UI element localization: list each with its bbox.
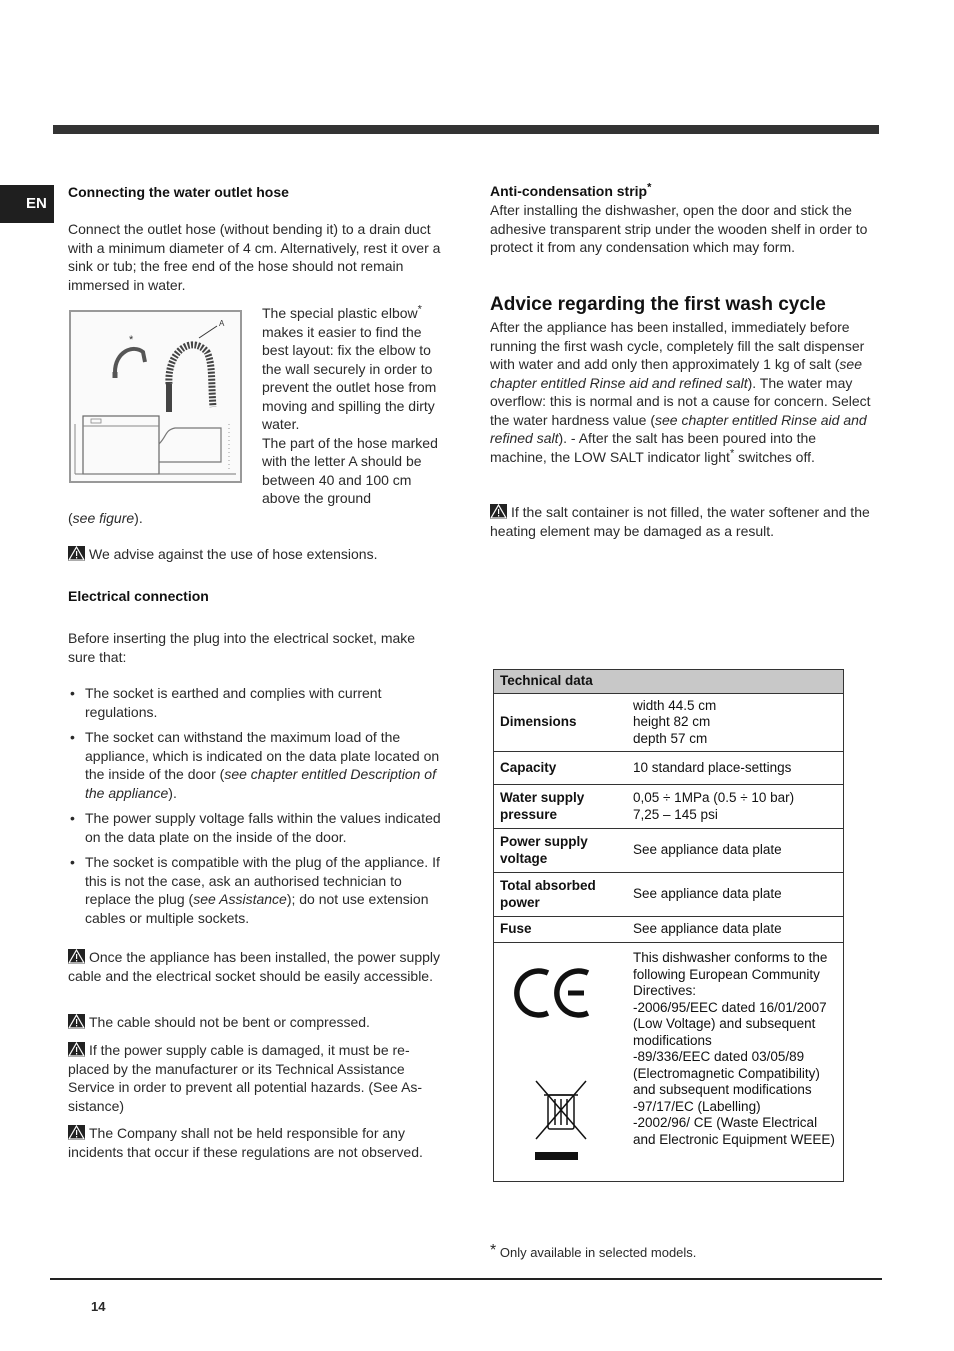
hose-figure-drawing [71, 312, 240, 481]
elbow-text-1: The special plastic elbow [262, 305, 418, 321]
warning-icon [68, 949, 85, 964]
header-bar [53, 125, 879, 134]
list-item: • The socket is compatible with the plug of the appliance. If this is not the case, ask an authorised technician to replace the plug (see Assistance); do not use extension cables or multiple sockets. [68, 853, 446, 927]
language-tab: EN [0, 185, 54, 223]
figure-label-a: A [219, 319, 225, 328]
warning-cable-damaged [68, 1041, 444, 1115]
table-row: Dimensions width 44.5 cm height 82 cm depth 57 cm [494, 693, 843, 752]
ce-mark-icon [517, 971, 588, 1015]
weee-bin-icon [535, 1081, 586, 1160]
warning-icon [68, 1014, 85, 1029]
compliance-marks [494, 943, 627, 1182]
compliance-text: This dishwasher conforms to the following European Community Directives: -2006/95/EEC dated 16/01/2007 (Low Voltage) and subsequent modifications -89/336/EEC dated 03/05/89 (Electromagnetic Compatibility) and subsequent modifications -97/17/EC (Labelling) -2002/96/ CE (Waste Electrical and Electronic Equipment WEEE) [627, 943, 843, 1182]
outlet-hose-intro: Connect the outlet hose (without bending it) to a drain duct with a minimum diameter of 4 cm. Alternatively, rest it over a sink or tub; the free end of the hose should not remain immersed in water. [68, 221, 441, 293]
hose-installation-figure [69, 310, 242, 483]
list-item: • The socket can withstand the maximum load of the appliance, which is indicated on the data plate located on the inside of the door (see chapter entitled Description of the appliance). [68, 728, 446, 802]
warning-text: The Company shall not be held responsible for any incidents that occur if these regulations are not observed. [68, 1125, 423, 1160]
table-title: Technical data [494, 670, 843, 693]
table-row: Total absorbed power See appliance data plate [494, 873, 843, 917]
warning-icon [490, 504, 507, 519]
elbow-paragraph [262, 304, 446, 508]
anti-condensation-text: After installing the dishwasher, open the door and stick the adhesive transparent strip under the wooden shelf in order to protect it from any condensation which may form. [490, 202, 868, 255]
warning-text: If the salt container is not filled, the water softener and the heating element may be damaged as a result. [490, 504, 870, 539]
salt-warning [490, 503, 870, 540]
warning-accessible [68, 948, 444, 985]
see-figure-link: see figure [72, 510, 135, 526]
technical-data-table [493, 669, 844, 1182]
figure-label-star: * [129, 334, 134, 346]
list-item: • The power supply voltage falls within the values indicated on the data plate on the inside of the door. [68, 809, 446, 846]
anti-condensation-heading: Anti-condensation strip* [490, 181, 652, 199]
hose-extension-warning [68, 545, 448, 564]
table-row: Fuse See appliance data plate [494, 917, 843, 943]
warning-text: We advise against the use of hose extensions. [89, 546, 378, 562]
elbow-text-2: makes it easier to find the best layout: fix the elbow to the wall securely in order to prevent the outlet hose from moving and spilling the dirty water. [262, 323, 437, 432]
electrical-heading: Electrical connection [68, 588, 209, 604]
hose-a-text: The part of the hose marked with the letter A should be between 40 and 100 cm above the ground [262, 434, 438, 506]
table-row: Water supply pressure 0,05 ÷ 1MPa (0.5 ÷ 10 bar) 7,25 – 145 psi [494, 785, 843, 829]
footnote: * Only available in selected models. [490, 1242, 697, 1260]
compliance-row [494, 943, 843, 1182]
ce-weee-marks [500, 949, 610, 1174]
first-wash-text: After the appliance has been installed, immediately before running the first wash cycle, completely fill the salt dispenser with water and add only then approximately 1 kg of salt (see chapter entitled Rinse aid and refined salt). The water may overflow: this is normal and is not a cause for concern. Select the water hardness value (see chapter entitled Rinse aid and refined salt). - After the salt has been poured into the machine, the LOW SALT indicator light* switches off. [490, 319, 871, 465]
warning-icon [68, 1125, 85, 1140]
warning-text: If the power supply cable is damaged, it must be re-placed by the manufacturer or its Technical Assistance Service in order to prevent all potential hazards. (See As-sistance) [68, 1042, 423, 1114]
electrical-checklist [68, 684, 446, 934]
electrical-intro: Before inserting the plug into the electrical socket, make sure that: [68, 630, 416, 665]
page-number: 14 [91, 1299, 106, 1314]
list-item: • The socket is earthed and complies with current regulations. [68, 684, 446, 721]
warning-cable-bent [68, 1013, 444, 1032]
warning-text: Once the appliance has been installed, the power supply cable and the electrical socket should be easily accessible. [68, 949, 441, 984]
footer-rule [50, 1278, 882, 1280]
outlet-hose-heading: Connecting the water outlet hose [68, 184, 289, 200]
table-row: Capacity 10 standard place-settings [494, 752, 843, 785]
warning-company-liability [68, 1124, 444, 1161]
table-row: Power supply voltage See appliance data plate [494, 829, 843, 873]
first-wash-heading: Advice regarding the first wash cycle [490, 294, 826, 315]
warning-text: The cable should not be bent or compressed. [89, 1014, 370, 1030]
warning-icon [68, 1042, 85, 1057]
warning-icon [68, 546, 85, 561]
see-figure-ref: (see figure). [68, 510, 143, 526]
asterisk: * [417, 303, 422, 316]
